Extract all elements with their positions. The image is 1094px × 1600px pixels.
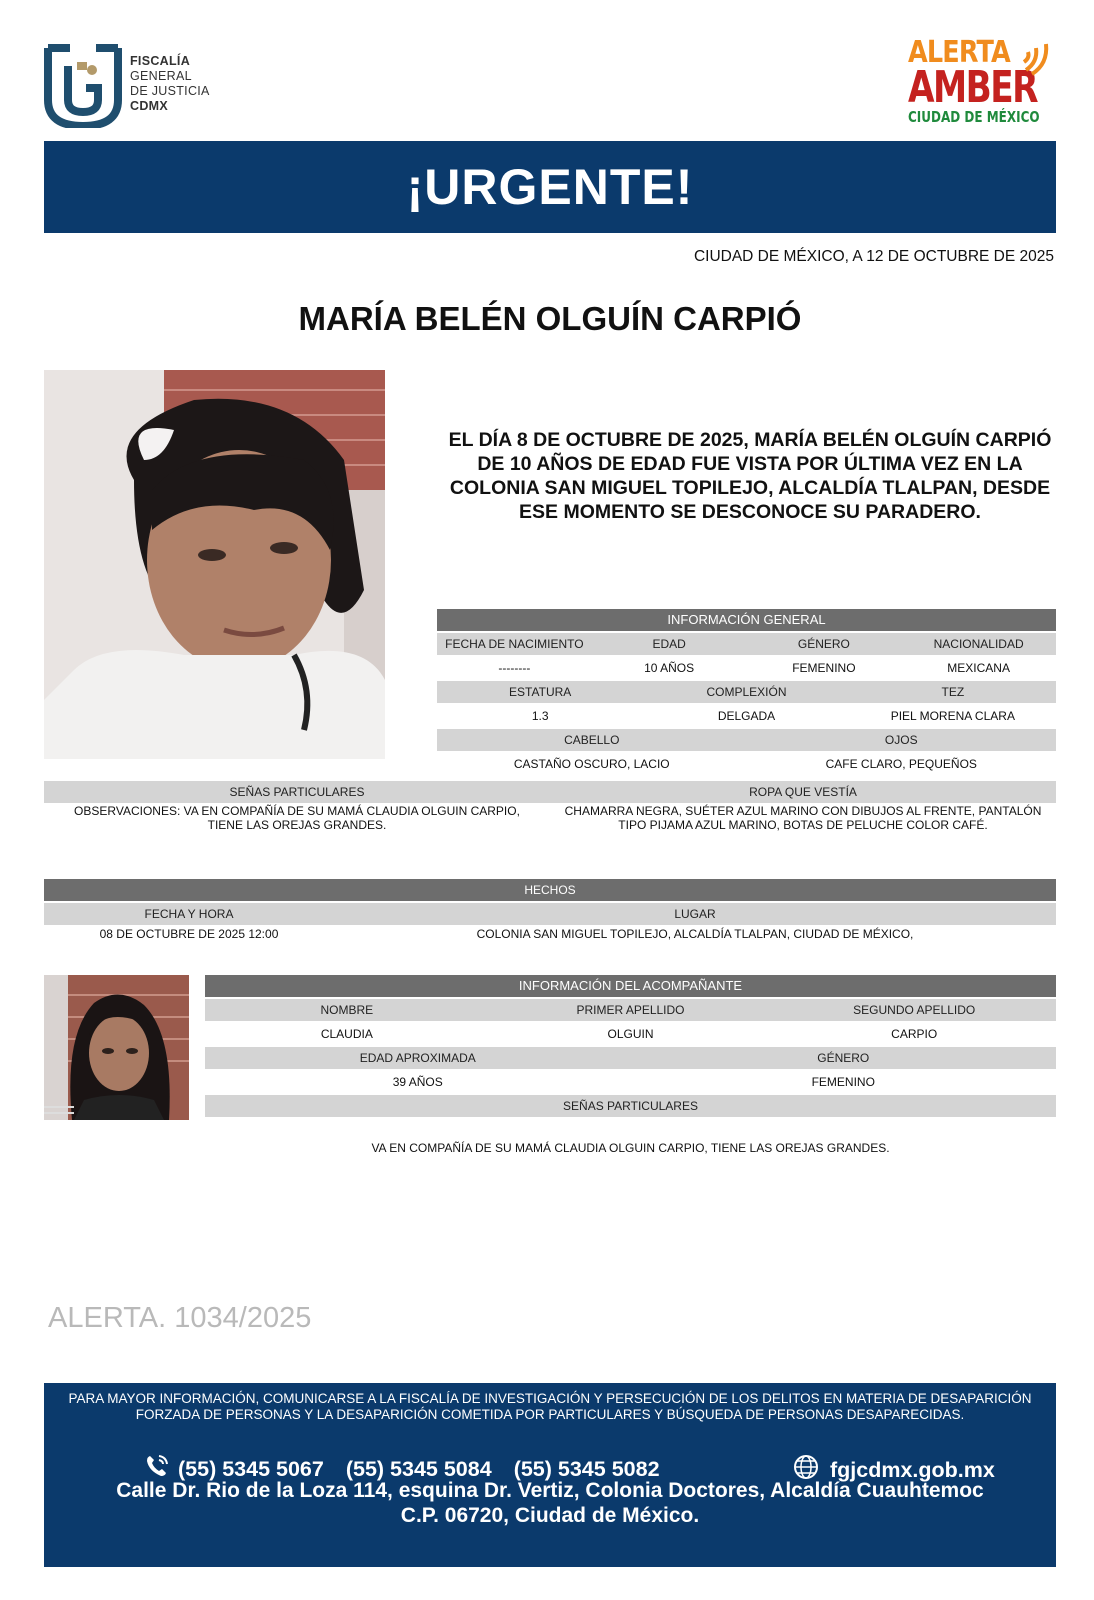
header-gender: GÉNERO [797, 637, 850, 651]
value-approx-age: 39 AÑOS [392, 1075, 443, 1089]
value-hair: CASTAÑO OSCURO, LACIO [513, 757, 670, 771]
urgent-banner: ¡URGENTE! [44, 141, 1056, 233]
header-first-name: NOMBRE [320, 1003, 374, 1017]
value-first-name: CLAUDIA [320, 1027, 373, 1041]
facts-headers [44, 903, 1056, 925]
amber-line-1: ALERTA [908, 35, 1010, 70]
header-eyes: OJOS [884, 733, 918, 747]
globe-icon [792, 1453, 820, 1481]
particulars-table [44, 781, 1056, 832]
value-build: DELGADA [717, 709, 776, 723]
address-line-1: Calle Dr. Rio de la Loza 114, esquina Dr. Vertiz, Colonia Doctores, Alcaldía Cuauhtemoc [116, 1479, 984, 1502]
header-ropa: ROPA QUE VESTÍA [749, 785, 857, 799]
general-info-row1-headers [437, 633, 1056, 655]
value-surname1: OLGUIN [607, 1027, 654, 1041]
value-age: 10 AÑOS [644, 661, 695, 675]
companion-row2-values [205, 1071, 1056, 1093]
facts-values [44, 925, 1056, 943]
header-approx-age: EDAD APROXIMADA [359, 1051, 476, 1065]
companion-photo [44, 975, 189, 1120]
header-surname2: SEGUNDO APELLIDO [853, 1003, 976, 1017]
date-line: CIUDAD DE MÉXICO, A 12 DE OCTUBRE DE 2025 [693, 248, 1054, 265]
general-info-row3-headers [437, 729, 1056, 751]
particulars-values [44, 805, 1056, 832]
general-info-table [437, 609, 1056, 775]
header-surname1: PRIMER APELLIDO [576, 1003, 685, 1017]
header-nationality: NACIONALIDAD [933, 637, 1024, 651]
value-nationality: MEXICANA [947, 661, 1010, 675]
value-height: 1.3 [531, 709, 549, 723]
header-age: EDAD [652, 637, 686, 651]
phone-3[interactable]: (55) 5345 5082 [513, 1457, 660, 1481]
narrative-text: EL DÍA 8 DE OCTUBRE DE 2025, MARÍA BELÉN OLGUÍN CARPIÓ DE 10 AÑOS DE EDAD FUE VISTA POR ÚLTIMA VEZ EN LA COLONIA SAN MIGUEL TOPILEJO, ALCALDÍA TLALPAN, DESDE ESE MOMENTO SE DESCONOCE SU PARADERO. [448, 429, 1052, 523]
particulars-headers [44, 781, 1056, 803]
value-surname2: CARPIO [891, 1027, 938, 1041]
companion-title: INFORMACIÓN DEL ACOMPAÑANTE [205, 975, 1056, 997]
phone-icon [144, 1453, 170, 1479]
phone-2[interactable]: (55) 5345 5084 [345, 1457, 492, 1481]
value-datetime: 08 DE OCTUBRE DE 2025 12:00 [99, 927, 279, 941]
address-line-2: C.P. 06720, Ciudad de México. [400, 1504, 700, 1527]
amber-line-3: CIUDAD DE MÉXICO [908, 108, 1040, 126]
header-hair: CABELLO [564, 733, 620, 747]
value-companion-gender: FEMENINO [811, 1075, 875, 1089]
companion-senas-value: VA EN COMPAÑÍA DE SU MAMÁ CLAUDIA OLGUIN CARPIO, TIENE LAS OREJAS GRANDES. [371, 1141, 890, 1155]
fgj-logo-icon [44, 44, 122, 128]
footer-address [44, 1478, 1056, 1528]
fiscalia-line-4: CDMX [130, 99, 169, 113]
header-senas: SEÑAS PARTICULARES [229, 785, 365, 799]
website-link[interactable]: fgjcdmx.gob.mx [830, 1458, 995, 1482]
general-info-row3-values [437, 753, 1056, 775]
phone-1[interactable]: (55) 5345 5067 [178, 1457, 324, 1481]
value-complexion: PIEL MORENA CLARA [890, 709, 1015, 723]
value-place: COLONIA SAN MIGUEL TOPILEJO, ALCALDÍA TLALPAN, CIUDAD DE MÉXICO, [476, 927, 914, 941]
general-info-row2-values [437, 705, 1056, 727]
value-birthdate: -------- [498, 661, 531, 675]
signal-waves-icon [1022, 40, 1056, 80]
companion-row2-headers [205, 1047, 1056, 1069]
header-companion-senas: SEÑAS PARTICULARES [563, 1099, 698, 1113]
fiscalia-text [130, 54, 210, 114]
header-build: COMPLEXIÓN [706, 685, 787, 699]
header-birthdate: FECHA DE NACIMIENTO [445, 637, 584, 651]
companion-table [205, 975, 1056, 1117]
alert-number: ALERTA. 1034/2025 [48, 1302, 312, 1334]
header-height: ESTATURA [509, 685, 572, 699]
companion-row1-values [205, 1023, 1056, 1045]
value-senas: OBSERVACIONES: VA EN COMPAÑÍA DE SU MAMÁ CLAUDIA OLGUIN CARPIO, TIENE LAS OREJAS GRANDES. [74, 804, 520, 832]
footer-info: PARA MAYOR INFORMACIÓN, COMUNICARSE A LA FISCALÍA DE INVESTIGACIÓN Y PERSECUCIÓN DE LOS DELITOS EN MATERIA DE DESAPARICIÓN FORZADA DE PERSONAS Y LA DESAPARICIÓN COMETIDA POR PARTICULARES Y BÚSQUEDA DE PERSONAS DESAPARECIDAS. [68, 1391, 1032, 1422]
facts-title: HECHOS [44, 879, 1056, 901]
fiscalia-line-1: FISCALÍA [130, 54, 191, 68]
fiscalia-line-2: GENERAL [130, 69, 192, 83]
header-companion-gender: GÉNERO [817, 1051, 870, 1065]
general-info-row1-values [437, 657, 1056, 679]
companion-senas-header [205, 1095, 1056, 1117]
amber-line-2: AMBER [908, 62, 1037, 113]
general-info-title: INFORMACIÓN GENERAL [437, 609, 1056, 631]
header-complexion: TEZ [941, 685, 965, 699]
person-name: MARÍA BELÉN OLGUÍN CARPIÓ [298, 300, 802, 337]
header-datetime: FECHA Y HORA [144, 907, 234, 921]
general-info-row2-headers [437, 681, 1056, 703]
facts-table [44, 879, 1056, 943]
missing-person-photo [44, 370, 385, 759]
value-eyes: CAFE CLARO, PEQUEÑOS [825, 757, 977, 771]
header-place: LUGAR [674, 907, 716, 921]
fiscalia-line-3: DE JUSTICIA [130, 84, 210, 98]
value-ropa: CHAMARRA NEGRA, SUÉTER AZUL MARINO CON DIBUJOS AL FRENTE, PANTALÓN TIPO PIJAMA AZUL MARINO, BOTAS DE PELUCHE COLOR CAFÉ. [564, 804, 1042, 832]
companion-row1-headers [205, 999, 1056, 1021]
value-gender: FEMENINO [792, 661, 856, 675]
footer [44, 1383, 1056, 1567]
